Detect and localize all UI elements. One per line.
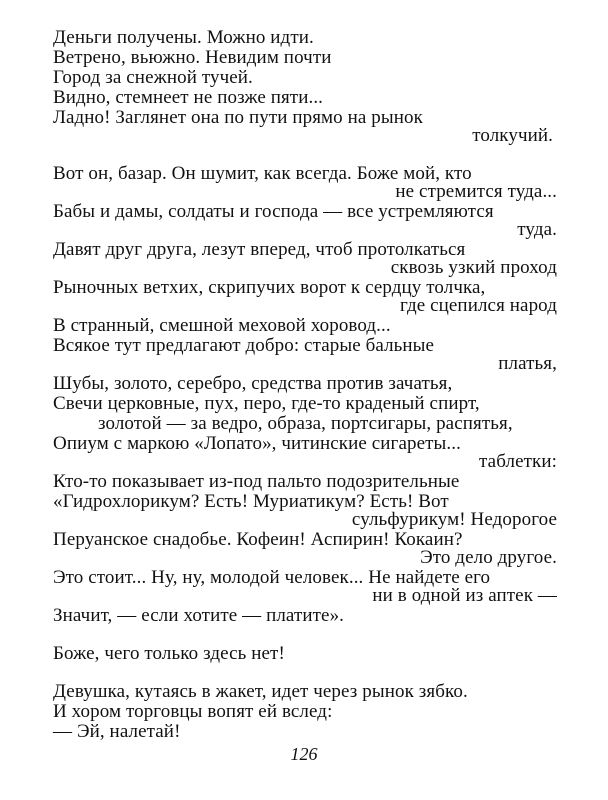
text-line: Деньги получены. Можно идти.	[53, 27, 314, 48]
text-line: Вот он, базар. Он шумит, как всегда. Боже мой, кто	[53, 163, 472, 184]
text-line: Кто-то показывает из-под пальто подозрительные	[53, 471, 460, 492]
text-line: Рыночных ветхих, скрипучих ворот к сердцу толчка,	[53, 277, 486, 298]
text-line: — Эй, налетай!	[53, 721, 181, 742]
text-line: Всякое тут предлагают добро: старые бальные	[53, 335, 435, 356]
text-line: Бабы и дамы, солдаты и господа — все устремляются	[53, 201, 494, 222]
text-line: ни в одной из аптек —	[372, 585, 557, 606]
text-line: И хором торговцы вопят ей вслед:	[53, 701, 333, 722]
text-line: Девушка, кутаясь в жакет, идет через рынок зябко.	[53, 681, 468, 702]
text-line: золотой — за ведро, образа, портсигары, распятья,	[98, 413, 513, 434]
text-line: Видно, стемнеет не позже пяти...	[53, 87, 324, 108]
text-line: Город за снежной тучей.	[53, 67, 253, 88]
text-line: Это стоит... Ну, ну, молодой человек... Не найдете его	[53, 567, 491, 588]
text-line: сквозь узкий проход	[390, 257, 557, 278]
text-line: платья,	[498, 353, 557, 374]
text-line: туда.	[517, 219, 557, 240]
text-line: Свечи церковные, пух, перо, где-то краденый спирт,	[53, 393, 480, 414]
text-line: Шубы, золото, серебро, средства против зачатья,	[53, 373, 453, 394]
text-line: Ветрено, вьюжно. Невидим почти	[53, 47, 332, 68]
page-number: 126	[290, 744, 318, 764]
text-line: Это дело другое.	[420, 547, 557, 568]
text-line: где сцепился народ	[400, 295, 557, 316]
text-line: сульфурикум! Недорогое	[351, 509, 557, 530]
text-line: Ладно! Заглянет она по пути прямо на рынок	[53, 107, 423, 128]
text-line: таблетки:	[479, 451, 557, 472]
text-line: толкучий.	[472, 125, 553, 146]
text-line: Опиум с маркою «Лопато», читинские сигареты...	[53, 433, 461, 454]
text-line: В странный, смешной меховой хоровод...	[53, 315, 391, 336]
text-line: «Гидрохлорикум? Есть! Муриатикум? Есть! Вот	[53, 491, 449, 512]
text-line: Перуанское снадобье. Кофеин! Аспирин! Кокаин?	[53, 529, 463, 550]
text-line: Боже, чего только здесь нет!	[53, 643, 285, 664]
text-line: Значит, — если хотите — платите».	[53, 605, 345, 626]
text-line: Давят друг друга, лезут вперед, чтоб протолкаться	[53, 239, 466, 260]
text-line: не стремится туда...	[395, 181, 557, 202]
